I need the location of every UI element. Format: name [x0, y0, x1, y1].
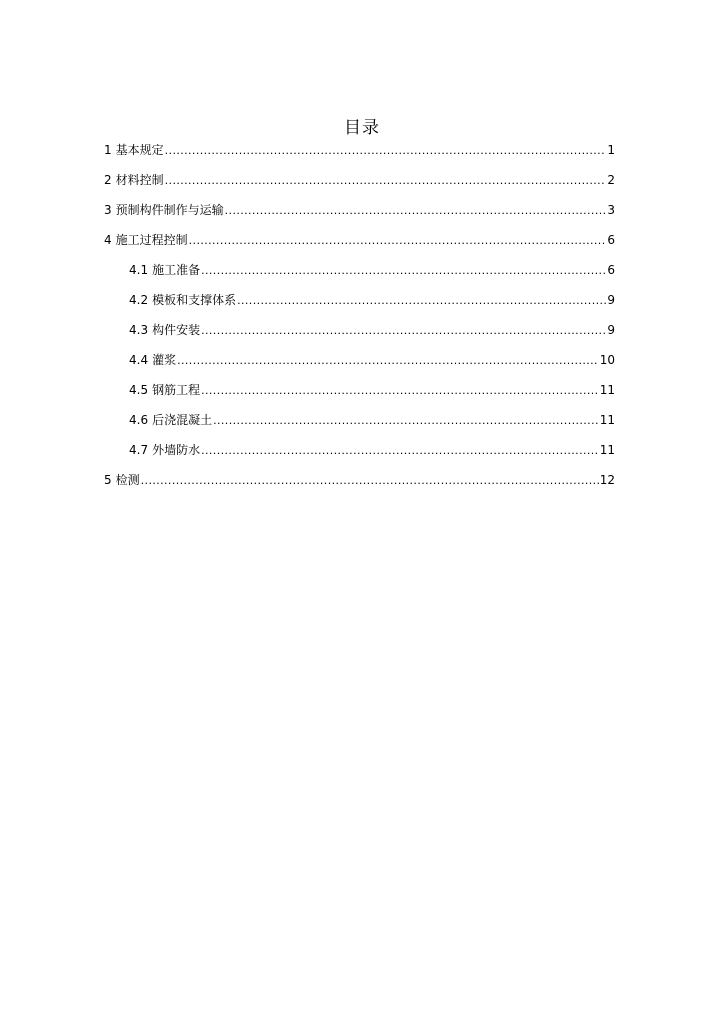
toc-entry-label: 施工过程控制 — [115, 233, 188, 247]
toc-entry[interactable] — [104, 171, 615, 201]
toc-entry-label: 灌浆 — [152, 353, 177, 367]
toc-entry-page: 1 — [607, 143, 615, 157]
toc-dot-leader — [237, 292, 606, 310]
toc-dot-leader — [201, 382, 599, 400]
toc-entry-number: 4.3 — [129, 323, 149, 337]
toc-dot-leader — [213, 412, 599, 430]
toc-entry-label: 外墙防水 — [152, 443, 201, 457]
toc-entry-page: 6 — [607, 263, 615, 277]
toc-title: 目录 — [344, 118, 380, 138]
toc-entry-label: 模板和支撑体系 — [152, 293, 237, 307]
toc-entry-number: 4.1 — [129, 263, 149, 277]
toc-entry-number: 2 — [104, 173, 112, 187]
toc-dot-leader — [201, 442, 599, 460]
toc-entry-page: 12 — [599, 473, 615, 487]
toc-dot-leader — [165, 142, 607, 160]
toc-entry-number: 4.6 — [129, 413, 149, 427]
toc-subentry[interactable] — [104, 261, 615, 291]
toc-entry-page: 6 — [607, 233, 615, 247]
toc-subentry[interactable] — [104, 441, 615, 471]
toc-entry-label: 后浇混凝土 — [152, 413, 213, 427]
toc-entry-number: 4 — [104, 233, 112, 247]
toc-subentry[interactable] — [104, 351, 615, 381]
toc-dot-leader — [177, 352, 599, 370]
toc-entry-label: 构件安装 — [152, 323, 201, 337]
toc-entry-label: 钢筋工程 — [152, 383, 201, 397]
toc-entry-label: 施工准备 — [152, 263, 201, 277]
toc-entry-page: 11 — [599, 443, 615, 457]
toc-dot-leader — [165, 172, 607, 190]
toc-subentry[interactable] — [104, 321, 615, 351]
toc-entry-label: 基本规定 — [115, 143, 164, 157]
toc-entry-number: 4.7 — [129, 443, 149, 457]
toc-dot-leader — [225, 202, 607, 220]
toc-dot-leader — [201, 322, 606, 340]
toc-entry-label: 检测 — [115, 473, 140, 487]
toc-entry-page: 3 — [607, 203, 615, 217]
toc-dot-leader — [201, 262, 606, 280]
toc-entry-number: 4.5 — [129, 383, 149, 397]
toc-entry-page: 11 — [599, 383, 615, 397]
toc-entry[interactable] — [104, 231, 615, 261]
toc-entry[interactable] — [104, 141, 615, 171]
toc-dot-leader — [141, 472, 599, 490]
toc-entry-page: 9 — [607, 293, 615, 307]
toc-entry-number: 5 — [104, 473, 112, 487]
toc-entry-page: 10 — [599, 353, 615, 367]
toc-entry-page: 2 — [607, 173, 615, 187]
toc-entry[interactable] — [104, 471, 615, 501]
toc-subentry[interactable] — [104, 411, 615, 441]
toc-entry-page: 9 — [607, 323, 615, 337]
toc-dot-leader — [189, 232, 607, 250]
toc-entry-number: 1 — [104, 143, 112, 157]
toc-subentry[interactable] — [104, 381, 615, 411]
toc-entry-number: 4.4 — [129, 353, 149, 367]
toc-list — [104, 141, 615, 501]
toc-entry[interactable] — [104, 201, 615, 231]
toc-entry-page: 11 — [599, 413, 615, 427]
toc-subentry[interactable] — [104, 291, 615, 321]
toc-entry-label: 预制构件制作与运输 — [115, 203, 224, 217]
toc-entry-number: 4.2 — [129, 293, 149, 307]
toc-entry-number: 3 — [104, 203, 112, 217]
toc-entry-label: 材料控制 — [115, 173, 164, 187]
